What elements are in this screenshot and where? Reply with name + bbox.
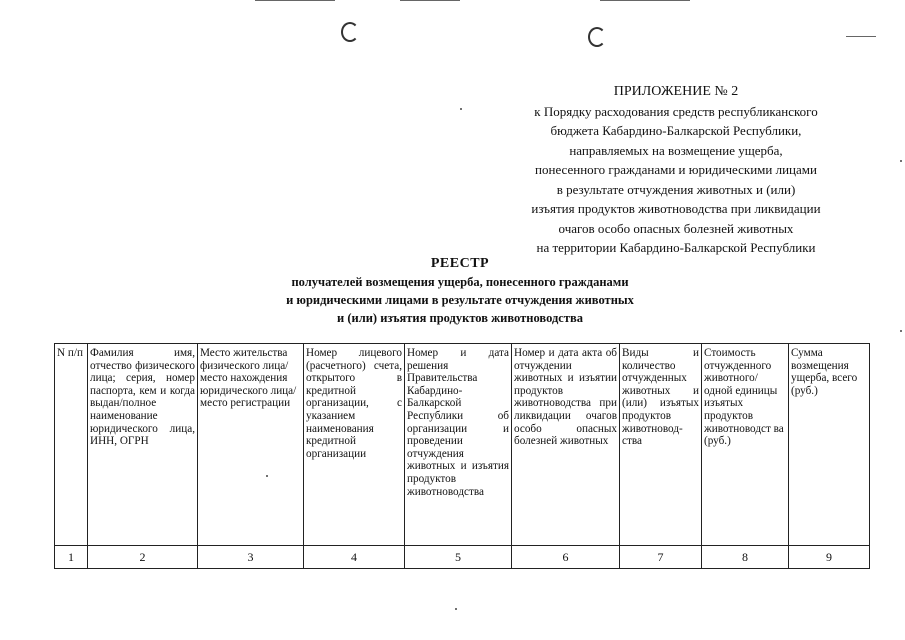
column-number: 4 xyxy=(304,546,405,569)
registry-subtitle-line: получателей возмещения ущерба, понесенного гражданами xyxy=(291,275,629,289)
scan-edge-mark xyxy=(255,0,335,1)
scan-speck xyxy=(900,330,902,332)
table-header-row xyxy=(55,344,870,546)
header-cell-types: Виды и количество отчужденных животных и (или) изъятых продуктов животновод-ства xyxy=(620,344,702,546)
appendix-line: изъятия продуктов животноводства при ликвидации xyxy=(531,201,821,216)
punch-hole-right xyxy=(588,27,606,47)
appendix-line: к Порядку расходования средств республиканского xyxy=(534,103,818,119)
appendix-block xyxy=(496,82,856,258)
scan-edge-mark xyxy=(600,0,690,1)
column-number: 6 xyxy=(512,546,620,569)
header-cell-decision: Номер и дата решения Правительства Кабардино-Балкарской Республики об организации и проведении отчуждения животных и изъятия продуктов животноводства xyxy=(405,344,512,546)
scan-edge-mark xyxy=(400,0,460,1)
appendix-line: в результате отчуждения животных и (или) xyxy=(556,181,796,197)
appendix-line: бюджета Кабардино-Балкарской Республики, xyxy=(550,123,802,138)
header-cell-sum: Сумма возмещения ущерба, всего (руб.) xyxy=(789,344,870,546)
header-cell-act: Номер и дата акта об отчуждении животных и изъятии продуктов животноводства при ликвидации очагов особо опасных болезней животных xyxy=(512,344,620,546)
column-number: 9 xyxy=(789,546,870,569)
appendix-line: на территории Кабардино-Балкарской Республики xyxy=(536,240,816,255)
header-cell-number: N п/п xyxy=(55,344,88,546)
appendix-line: понесенного гражданами и юридическими лицами xyxy=(535,162,817,177)
header-cell-cost: Стоимость отчужденного животного/ одной единицы изъятых продуктов животноводст ва (руб.) xyxy=(702,344,789,546)
scan-speck xyxy=(900,160,902,162)
column-number: 2 xyxy=(88,546,198,569)
appendix-line: очагов особо опасных болезней животных xyxy=(558,220,794,236)
column-number: 7 xyxy=(620,546,702,569)
table-number-row xyxy=(55,546,870,569)
column-number: 5 xyxy=(405,546,512,569)
registry-title-block xyxy=(220,255,700,327)
header-cell-address: Место жительства физического лица/место нахождения юридического лица/место регистрации xyxy=(198,344,304,546)
scan-edge-mark xyxy=(846,36,876,37)
registry-subtitle-line: и (или) изъятия продуктов животноводства xyxy=(337,311,583,325)
header-cell-account: Номер лицевого (расчетного) счета, открытого в кредитной организации, с указанием наименования кредитной организации xyxy=(304,344,405,546)
scan-speck xyxy=(455,608,457,610)
appendix-heading: ПРИЛОЖЕНИЕ № 2 xyxy=(613,84,739,99)
registry-title: РЕЕСТР xyxy=(430,256,490,271)
column-number: 8 xyxy=(702,546,789,569)
column-number: 3 xyxy=(198,546,304,569)
scan-speck xyxy=(460,108,462,110)
column-number: 1 xyxy=(55,546,88,569)
registry-table xyxy=(54,343,870,569)
header-cell-name: Фамилия имя, отчество физического лица; серия, номер паспорта, кем и когда выдан/полное наименование юридического лица, ИНН, ОГРН xyxy=(88,344,198,546)
registry-subtitle-line: и юридическими лицами в результате отчуждения животных xyxy=(286,293,634,307)
appendix-line: направляемых на возмещение ущерба, xyxy=(569,142,783,158)
punch-hole-left xyxy=(341,22,359,42)
